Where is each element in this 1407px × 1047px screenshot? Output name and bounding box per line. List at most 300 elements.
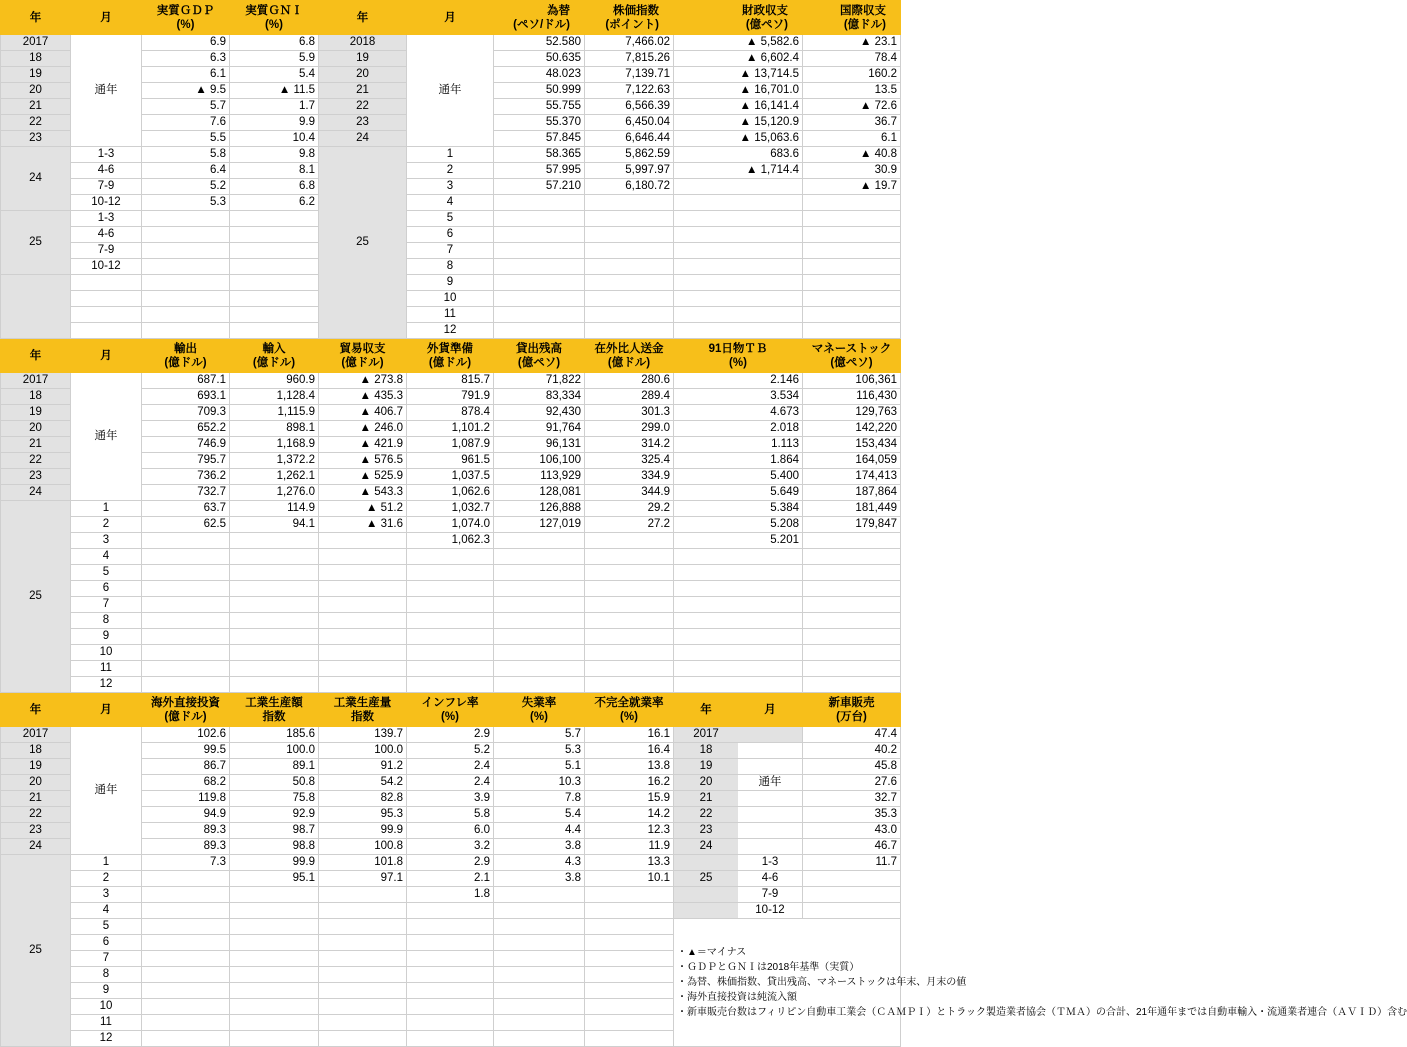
- tbill-value: 3.534: [674, 389, 803, 405]
- reserves-value: 1,074.0: [407, 517, 494, 533]
- period-cell: 7: [407, 243, 494, 259]
- remit-value: 27.2: [585, 517, 674, 533]
- col-year-month2: 年 月: [674, 693, 803, 727]
- stock-value: [585, 227, 674, 243]
- year-cell: 25: [1, 501, 71, 693]
- underemp-value: 16.1: [585, 727, 674, 743]
- gdp-value: [142, 243, 230, 259]
- year-cell: 19: [319, 51, 407, 67]
- infl-value: 5.8: [407, 807, 494, 823]
- exports-value: 652.2: [142, 421, 230, 437]
- fdi-value: [142, 871, 230, 887]
- money-value: 116,430: [803, 389, 901, 405]
- period-cell: 4: [71, 903, 142, 919]
- underemp-value: 12.3: [585, 823, 674, 839]
- underemp-value: 15.9: [585, 791, 674, 807]
- infl-value: 2.4: [407, 775, 494, 791]
- fdi-value: [142, 887, 230, 903]
- loans-value: 106,100: [494, 453, 585, 469]
- col-imports: 輸入 (億ドル): [230, 339, 319, 373]
- money-value: 181,449: [803, 501, 901, 517]
- imports-value: 898.1: [230, 421, 319, 437]
- year-cell: 19: [1, 67, 71, 83]
- infl-value: 2.9: [407, 727, 494, 743]
- fx-value: 55.370: [494, 115, 585, 131]
- gdp-value: [142, 211, 230, 227]
- unemp-value: 10.3: [494, 775, 585, 791]
- stock-value: 5,997.97: [585, 163, 674, 179]
- period-cell: 9: [71, 983, 142, 999]
- col-tbill: 91日物ＴＢ (%): [674, 339, 803, 373]
- imports-value: 1,262.1: [230, 469, 319, 485]
- gni-value: 9.8: [230, 147, 319, 163]
- gdp-value: 5.3: [142, 195, 230, 211]
- unemp-value: 5.3: [494, 743, 585, 759]
- table-row: [1, 887, 901, 903]
- gdp-value: 6.3: [142, 51, 230, 67]
- bop-value: ▲ 23.1: [803, 35, 901, 51]
- loans-value: 126,888: [494, 501, 585, 517]
- gdp-value: 5.7: [142, 99, 230, 115]
- gni-value: 5.9: [230, 51, 319, 67]
- stock-value: 6,180.72: [585, 179, 674, 195]
- remit-value: 344.9: [585, 485, 674, 501]
- period-cell: 11: [71, 661, 142, 677]
- stock-value: [585, 195, 674, 211]
- exports-value: 687.1: [142, 373, 230, 389]
- gni-value: [230, 211, 319, 227]
- year-cell: 24: [1, 147, 71, 211]
- tbill-value: 4.673: [674, 405, 803, 421]
- bop-value: ▲ 19.7: [803, 179, 901, 195]
- indval-value: 92.9: [230, 807, 319, 823]
- infl-value: 2.4: [407, 759, 494, 775]
- period-cell: 3: [407, 179, 494, 195]
- fx-value: [494, 227, 585, 243]
- col-money: マネーストック (億ペソ): [803, 339, 901, 373]
- col-year2: 年: [319, 1, 407, 35]
- gni-value: 10.4: [230, 131, 319, 147]
- loans-value: [494, 533, 585, 549]
- remit-value: [585, 533, 674, 549]
- fiscal-value: [674, 259, 803, 275]
- fdi-value: 99.5: [142, 743, 230, 759]
- fiscal-value: ▲ 1,714.4: [674, 163, 803, 179]
- indvol-value: 95.3: [319, 807, 407, 823]
- infl-value: 3.2: [407, 839, 494, 855]
- table-row: [1, 259, 901, 275]
- fx-value: 50.635: [494, 51, 585, 67]
- imports-value: 960.9: [230, 373, 319, 389]
- year-cell: 25: [1, 855, 71, 1047]
- tbill-value: 5.649: [674, 485, 803, 501]
- car-year-period: 22: [674, 807, 803, 823]
- year-cell: 21: [1, 99, 71, 115]
- year-cell: 23: [1, 131, 71, 147]
- period-cell: 1-3: [71, 211, 142, 227]
- notes: ・▲＝マイナス ・ＧＤＰとＧＮＩは2018年基準（実質） ・為替、株価指数、貸出残高、マネーストックは年末、月末の値 ・海外直接投資は純流入額 ・新車販売台数はフィリピン自動車工業会（ＣＡＭＰＩ）とトラック製造業者協会（ＴＭＡ）の合計、21年通年までは自動車輸入・流通業者連合（ＡＶＩＤ）含む: [674, 919, 901, 1047]
- bop-value: 36.7: [803, 115, 901, 131]
- year-cell: 22: [1, 115, 71, 131]
- table-row: [1, 373, 901, 389]
- fx-value: 52.580: [494, 35, 585, 51]
- underemp-value: 13.8: [585, 759, 674, 775]
- year-cell: 2017: [1, 373, 71, 389]
- tbill-value: 1.864: [674, 453, 803, 469]
- trade-value: ▲ 31.6: [319, 517, 407, 533]
- gdp-value: 6.1: [142, 67, 230, 83]
- col-indval: 工業生産額 指数: [230, 693, 319, 727]
- year-cell: 19: [1, 405, 71, 421]
- fdi-value: 94.9: [142, 807, 230, 823]
- fx-value: [494, 243, 585, 259]
- stock-value: [585, 243, 674, 259]
- unemp-value: 4.4: [494, 823, 585, 839]
- fiscal-value: ▲ 13,714.5: [674, 67, 803, 83]
- table-row: [1, 323, 901, 339]
- exports-value: 795.7: [142, 453, 230, 469]
- stock-value: 7,466.02: [585, 35, 674, 51]
- money-value: 164,059: [803, 453, 901, 469]
- imports-value: 1,128.4: [230, 389, 319, 405]
- car-year-period: 7-9: [674, 887, 803, 903]
- table-row: [1, 179, 901, 195]
- underemp-value: [585, 887, 674, 903]
- bop-value: 30.9: [803, 163, 901, 179]
- col-exports: 輸出 (億ドル): [142, 339, 230, 373]
- table-row: [1, 613, 901, 629]
- fdi-value: 119.8: [142, 791, 230, 807]
- loans-value: 128,081: [494, 485, 585, 501]
- exports-value: 709.3: [142, 405, 230, 421]
- table-row: [1, 597, 901, 613]
- cars-value: [803, 871, 901, 887]
- stock-value: [585, 259, 674, 275]
- loans-value: 96,131: [494, 437, 585, 453]
- fx-value: [494, 195, 585, 211]
- table-row: [1, 903, 901, 919]
- fdi-value: 102.6: [142, 727, 230, 743]
- year-cell: 2018: [319, 35, 407, 51]
- col-fx: 為替 (ペソ/ドル): [494, 1, 585, 35]
- period-cell: 10-12: [71, 259, 142, 275]
- table-row: [1, 645, 901, 661]
- period-cell: 6: [71, 935, 142, 951]
- remit-value: 325.4: [585, 453, 674, 469]
- money-value: 129,763: [803, 405, 901, 421]
- year-cell: 24: [1, 839, 71, 855]
- car-year-period: 25 4-6: [674, 871, 803, 887]
- table-row: [1, 727, 901, 743]
- table-row: [1, 565, 901, 581]
- section1-header: [1, 1, 901, 35]
- year-cell: 22: [1, 807, 71, 823]
- indval-value: 185.6: [230, 727, 319, 743]
- stock-value: 7,139.71: [585, 67, 674, 83]
- fiscal-value: ▲ 16,701.0: [674, 83, 803, 99]
- gdp-value: [142, 227, 230, 243]
- period-cell: 通年: [407, 35, 494, 147]
- remit-value: 280.6: [585, 373, 674, 389]
- gni-value: [230, 243, 319, 259]
- loans-value: 83,334: [494, 389, 585, 405]
- year-cell: 21: [319, 83, 407, 99]
- period-cell: 9: [71, 629, 142, 645]
- bop-value: ▲ 72.6: [803, 99, 901, 115]
- indval-value: [230, 887, 319, 903]
- table-row: [1, 195, 901, 211]
- year-cell: 22: [319, 99, 407, 115]
- stock-value: 6,566.39: [585, 99, 674, 115]
- period-cell: 2: [71, 871, 142, 887]
- car-year-period: 1-3: [674, 855, 803, 871]
- gdp-value: [142, 259, 230, 275]
- loans-value: 92,430: [494, 405, 585, 421]
- trade-value: ▲ 543.3: [319, 485, 407, 501]
- period-cell: 7-9: [71, 243, 142, 259]
- loans-value: 91,764: [494, 421, 585, 437]
- period-cell: 1-3: [71, 147, 142, 163]
- imports-value: 1,115.9: [230, 405, 319, 421]
- indval-value: 98.7: [230, 823, 319, 839]
- stock-value: 6,450.04: [585, 115, 674, 131]
- money-value: 153,434: [803, 437, 901, 453]
- tbill-value: 2.018: [674, 421, 803, 437]
- col-infl: インフレ率 (%): [407, 693, 494, 727]
- indval-value: 95.1: [230, 871, 319, 887]
- gni-value: 8.1: [230, 163, 319, 179]
- table-row: [1, 517, 901, 533]
- loans-value: 71,822: [494, 373, 585, 389]
- reserves-value: 1,101.2: [407, 421, 494, 437]
- gni-value: 6.8: [230, 35, 319, 51]
- col-month: 月: [71, 693, 142, 727]
- gni-value: [230, 227, 319, 243]
- remit-value: 289.4: [585, 389, 674, 405]
- unemp-value: 5.7: [494, 727, 585, 743]
- remit-value: 334.9: [585, 469, 674, 485]
- gdp-value: 6.9: [142, 35, 230, 51]
- period-cell: 9: [407, 275, 494, 291]
- trade-value: ▲ 51.2: [319, 501, 407, 517]
- stock-value: 7,815.26: [585, 51, 674, 67]
- bop-value: 6.1: [803, 131, 901, 147]
- money-value: 142,220: [803, 421, 901, 437]
- indvol-value: 54.2: [319, 775, 407, 791]
- stock-value: [585, 211, 674, 227]
- period-cell: [71, 307, 142, 323]
- stock-value: 6,646.44: [585, 131, 674, 147]
- col-remit: 在外比人送金 (億ドル): [585, 339, 674, 373]
- exports-value: 63.7: [142, 501, 230, 517]
- col-trade: 貿易収支 (億ドル): [319, 339, 407, 373]
- year-cell: 20: [1, 83, 71, 99]
- tbill-value: 5.208: [674, 517, 803, 533]
- period-cell: 10-12: [71, 195, 142, 211]
- bop-value: [803, 211, 901, 227]
- cars-value: 46.7: [803, 839, 901, 855]
- exports-value: 736.2: [142, 469, 230, 485]
- fx-value: 57.210: [494, 179, 585, 195]
- table-row: [1, 163, 901, 179]
- reserves-value: 961.5: [407, 453, 494, 469]
- bop-value: [803, 259, 901, 275]
- cars-value: 11.7: [803, 855, 901, 871]
- indval-value: 75.8: [230, 791, 319, 807]
- fdi-value: 89.3: [142, 839, 230, 855]
- infl-value: 1.8: [407, 887, 494, 903]
- table-row: [1, 677, 901, 693]
- loans-value: 113,929: [494, 469, 585, 485]
- year-cell: 2017: [1, 727, 71, 743]
- gdp-value: 6.4: [142, 163, 230, 179]
- period-cell: 10: [407, 291, 494, 307]
- table-row: [1, 307, 901, 323]
- unemp-value: 3.8: [494, 839, 585, 855]
- fiscal-value: ▲ 15,063.6: [674, 131, 803, 147]
- table-row: [1, 581, 901, 597]
- cars-value: 40.2: [803, 743, 901, 759]
- period-cell: 5: [71, 919, 142, 935]
- bop-value: 78.4: [803, 51, 901, 67]
- table-row: [1, 227, 901, 243]
- car-year-period: 20 通年: [674, 775, 803, 791]
- period-cell: [71, 323, 142, 339]
- col-month: 月: [71, 1, 142, 35]
- period-cell: 3: [71, 533, 142, 549]
- period-cell: [71, 275, 142, 291]
- fiscal-value: ▲ 6,602.4: [674, 51, 803, 67]
- period-cell: 通年: [71, 373, 142, 501]
- col-gdp: 実質ＧＤＰ (%): [142, 1, 230, 35]
- bop-value: 13.5: [803, 83, 901, 99]
- tbill-value: 5.400: [674, 469, 803, 485]
- trade-value: ▲ 435.3: [319, 389, 407, 405]
- period-cell: 12: [71, 677, 142, 693]
- table-row: [1, 629, 901, 645]
- trade-value: [319, 533, 407, 549]
- reserves-value: 878.4: [407, 405, 494, 421]
- underemp-value: 16.2: [585, 775, 674, 791]
- gdp-value: 5.8: [142, 147, 230, 163]
- unemp-value: [494, 887, 585, 903]
- indvol-value: 100.0: [319, 743, 407, 759]
- section2-header: [1, 339, 901, 373]
- year-cell: 19: [1, 759, 71, 775]
- table-row: [1, 661, 901, 677]
- indvol-value: 97.1: [319, 871, 407, 887]
- bop-value: ▲ 40.8: [803, 147, 901, 163]
- col-gni: 実質ＧＮＩ (%): [230, 1, 319, 35]
- infl-value: 2.1: [407, 871, 494, 887]
- period-cell: 2: [407, 163, 494, 179]
- period-cell: 1: [71, 501, 142, 517]
- car-year-period: 19: [674, 759, 803, 775]
- year-cell: 23: [1, 469, 71, 485]
- year-cell: 25: [319, 147, 407, 339]
- fx-value: [494, 259, 585, 275]
- reserves-value: 815.7: [407, 373, 494, 389]
- imports-value: [230, 533, 319, 549]
- fiscal-value: [674, 211, 803, 227]
- period-cell: 6: [71, 581, 142, 597]
- trade-value: ▲ 576.5: [319, 453, 407, 469]
- money-value: 106,361: [803, 373, 901, 389]
- fx-value: 57.845: [494, 131, 585, 147]
- year-cell: 21: [1, 437, 71, 453]
- gni-value: 1.7: [230, 99, 319, 115]
- unemp-value: 4.3: [494, 855, 585, 871]
- reserves-value: 1,032.7: [407, 501, 494, 517]
- reserves-value: 1,087.9: [407, 437, 494, 453]
- period-cell: 8: [71, 967, 142, 983]
- bop-value: [803, 243, 901, 259]
- fx-value: 58.365: [494, 147, 585, 163]
- table-row: [1, 275, 901, 291]
- col-underemp: 不完全就業率 (%): [585, 693, 674, 727]
- cars-value: 32.7: [803, 791, 901, 807]
- year-cell: 24: [1, 485, 71, 501]
- underemp-value: 13.3: [585, 855, 674, 871]
- trade-value: ▲ 421.9: [319, 437, 407, 453]
- table-row: [1, 147, 901, 163]
- tbill-value: 5.384: [674, 501, 803, 517]
- fiscal-value: [674, 227, 803, 243]
- year-cell: 23: [1, 823, 71, 839]
- fx-value: 55.755: [494, 99, 585, 115]
- year-cell: 22: [1, 453, 71, 469]
- imports-value: 1,168.9: [230, 437, 319, 453]
- cars-value: 43.0: [803, 823, 901, 839]
- period-cell: [71, 291, 142, 307]
- infl-value: 2.9: [407, 855, 494, 871]
- year-cell: 2017: [1, 35, 71, 51]
- col-indvol: 工業生産量 指数: [319, 693, 407, 727]
- cars-value: 45.8: [803, 759, 901, 775]
- fiscal-value: ▲ 15,120.9: [674, 115, 803, 131]
- year-cell: 18: [1, 389, 71, 405]
- gdp-value: ▲ 9.5: [142, 83, 230, 99]
- col-unemp: 失業率 (%): [494, 693, 585, 727]
- trade-value: ▲ 273.8: [319, 373, 407, 389]
- fx-value: [494, 211, 585, 227]
- loans-value: 127,019: [494, 517, 585, 533]
- car-year-period: 10-12: [674, 903, 803, 919]
- gni-value: 6.2: [230, 195, 319, 211]
- reserves-value: 1,062.6: [407, 485, 494, 501]
- exports-value: [142, 533, 230, 549]
- indval-value: 98.8: [230, 839, 319, 855]
- period-cell: 1: [407, 147, 494, 163]
- fdi-value: 68.2: [142, 775, 230, 791]
- fdi-value: 89.3: [142, 823, 230, 839]
- imports-value: 1,276.0: [230, 485, 319, 501]
- indvol-value: 139.7: [319, 727, 407, 743]
- period-cell: 3: [71, 887, 142, 903]
- underemp-value: 10.1: [585, 871, 674, 887]
- trade-value: ▲ 406.7: [319, 405, 407, 421]
- col-reserves: 外貨準備 (億ドル): [407, 339, 494, 373]
- period-cell: 通年: [71, 35, 142, 147]
- fiscal-value: ▲ 5,582.6: [674, 35, 803, 51]
- remit-value: 299.0: [585, 421, 674, 437]
- col-fdi: 海外直接投資 (億ドル): [142, 693, 230, 727]
- underemp-value: 16.4: [585, 743, 674, 759]
- col-year: 年: [1, 1, 71, 35]
- imports-value: 1,372.2: [230, 453, 319, 469]
- table-row: [1, 211, 901, 227]
- gni-value: ▲ 11.5: [230, 83, 319, 99]
